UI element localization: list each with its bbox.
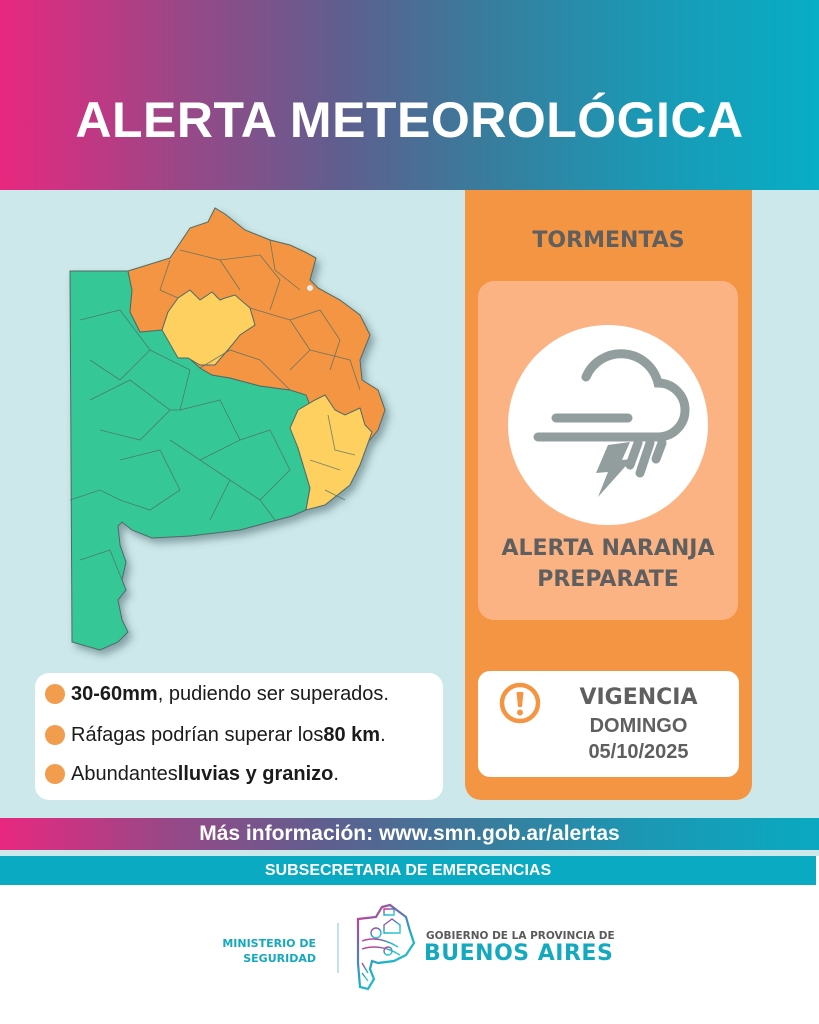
phenomenon-title: TORMENTAS bbox=[532, 228, 685, 253]
orange-bullet-icon bbox=[45, 684, 65, 704]
validity-date: 05/10/2025 bbox=[588, 741, 689, 763]
legend-item-wind: Ráfagas podrían superar los 80 km . bbox=[45, 720, 386, 750]
legend-box bbox=[35, 673, 443, 800]
more-info-banner bbox=[0, 818, 819, 850]
province-map-logo-icon bbox=[354, 903, 418, 991]
validity-day: DOMINGO bbox=[589, 715, 688, 737]
subsecretaria-label: SUBSECRETARIA DE EMERGENCIAS bbox=[264, 862, 552, 879]
legend-item-hail: Abundantes lluvias y granizo . bbox=[45, 759, 339, 789]
orange-bullet-icon bbox=[45, 725, 65, 745]
validity-title: VIGENCIA bbox=[579, 685, 698, 710]
subsecretaria-banner bbox=[0, 856, 816, 885]
legend-item-rain: 30-60mm , pudiendo ser superados. bbox=[45, 679, 389, 709]
more-info-link[interactable]: Más información: www.smn.gob.ar/alertas bbox=[199, 822, 620, 845]
gov-line1: GOBIERNO DE LA PROVINCIA DE bbox=[426, 930, 615, 942]
alert-map bbox=[60, 200, 400, 670]
header-banner bbox=[0, 0, 819, 190]
logo-divider bbox=[337, 923, 339, 973]
page-title: ALERTA METEOROLÓGICA bbox=[75, 92, 744, 148]
thunderstorm-icon bbox=[508, 325, 708, 525]
alert-level-card bbox=[478, 281, 738, 620]
gov-line2: BUENOS AIRES bbox=[424, 941, 614, 966]
exclamation-circle-icon bbox=[498, 681, 542, 725]
validity-box bbox=[478, 671, 739, 777]
alert-level-text: ALERTA NARANJA PREPARATE bbox=[501, 536, 715, 592]
alert-panel bbox=[465, 190, 752, 800]
footer-logos bbox=[0, 885, 819, 1024]
orange-bullet-icon bbox=[45, 764, 65, 784]
icon-circle bbox=[508, 325, 708, 525]
caba-marker bbox=[307, 285, 313, 291]
ministry-logo-text: MINISTERIO DE SEGURIDAD bbox=[222, 937, 316, 965]
